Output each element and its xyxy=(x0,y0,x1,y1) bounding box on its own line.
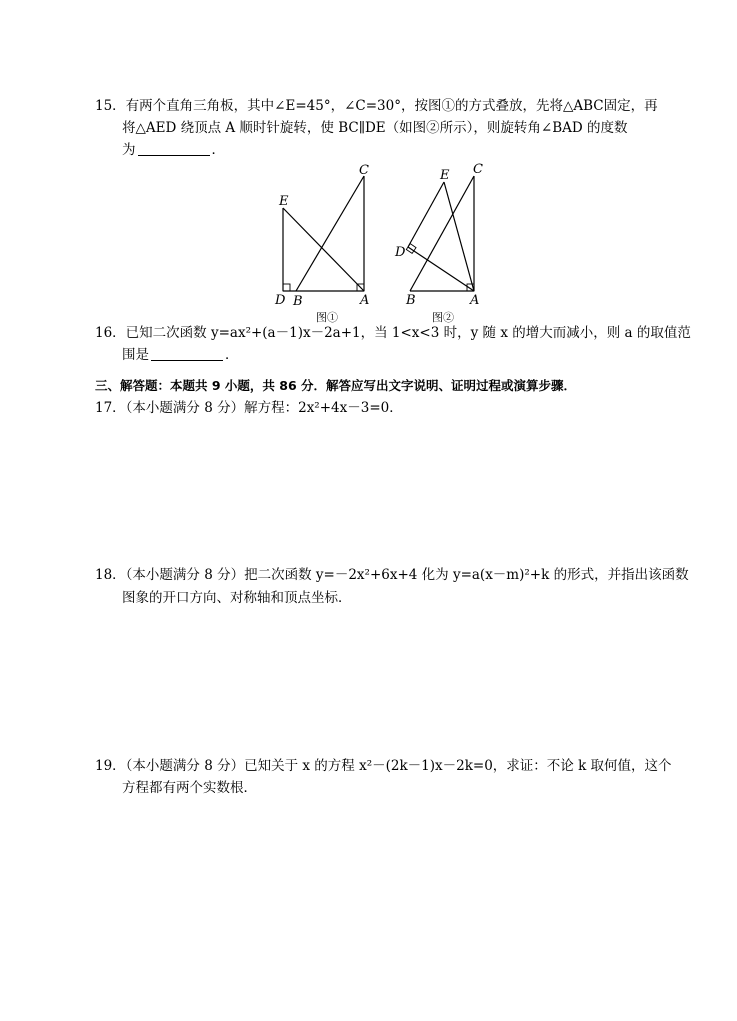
q15-answer-blank[interactable] xyxy=(138,141,210,156)
fig1-label-e: E xyxy=(279,194,289,209)
q16-line-2-suffix: ． xyxy=(225,347,239,363)
q16-line-2 xyxy=(122,344,239,366)
fig2-caption: 图② xyxy=(432,311,454,324)
fig1-caption: 图① xyxy=(316,311,338,324)
q16-answer-blank[interactable] xyxy=(151,346,223,361)
fig2-label-b: B xyxy=(406,293,416,308)
fig2-label-e: E xyxy=(440,168,450,183)
q17-text: 17．（本小题满分 8 分）解方程：2x²+4x－3=0． xyxy=(95,400,403,416)
q15-line-3-suffix: ． xyxy=(211,142,225,158)
fig1-label-a: A xyxy=(360,293,370,308)
figure-1 xyxy=(274,163,369,324)
fig1-label-b: B xyxy=(293,294,303,309)
section-3-heading: 三、解答题：本题共 9 小题，共 86 分．解答应写出文字说明、证明过程或演算步骤． xyxy=(95,378,577,393)
q15-line-1: 15．有两个直角三角板，其中∠E=45°，∠C=30°，按图①的方式叠放，先将△ABC固定，再 xyxy=(95,98,658,114)
q15-line-3-prefix: 为 xyxy=(122,142,136,158)
figure-2 xyxy=(394,162,483,324)
q15-line-2: 将△AED 绕顶点 A 顺时针旋转，使 BC∥DE（如图②所示），则旋转角∠BAD 的度数 xyxy=(122,120,628,136)
q19-line-2: 方程都有两个实数根． xyxy=(122,780,257,796)
fig1-label-c: C xyxy=(359,163,369,178)
q15-figures xyxy=(0,158,737,328)
fig1-label-d: D xyxy=(275,293,286,308)
q16-line-1: 16．已知二次函数 y=ax²+(a－1)x－2a+1，当 1<x<3 时，y 随 x 的增大而减小，则 a 的取值范 xyxy=(95,325,691,341)
fig2-label-c: C xyxy=(473,162,483,177)
q18-line-2: 图象的开口方向、对称轴和顶点坐标． xyxy=(122,590,352,606)
q16-line-2-prefix: 围是 xyxy=(122,347,149,363)
fig2-label-a: A xyxy=(470,293,480,308)
fig2-label-d: D xyxy=(395,245,406,260)
q19-line-1: 19．（本小题满分 8 分）已知关于 x 的方程 x²－(2k－1)x－2k=0，求证：不论 k 取何值，这个 xyxy=(95,758,672,774)
q18-line-1: 18．（本小题满分 8 分）把二次函数 y=－2x²+6x+4 化为 y=a(x－m)²+k 的形式，并指出该函数 xyxy=(95,567,689,583)
